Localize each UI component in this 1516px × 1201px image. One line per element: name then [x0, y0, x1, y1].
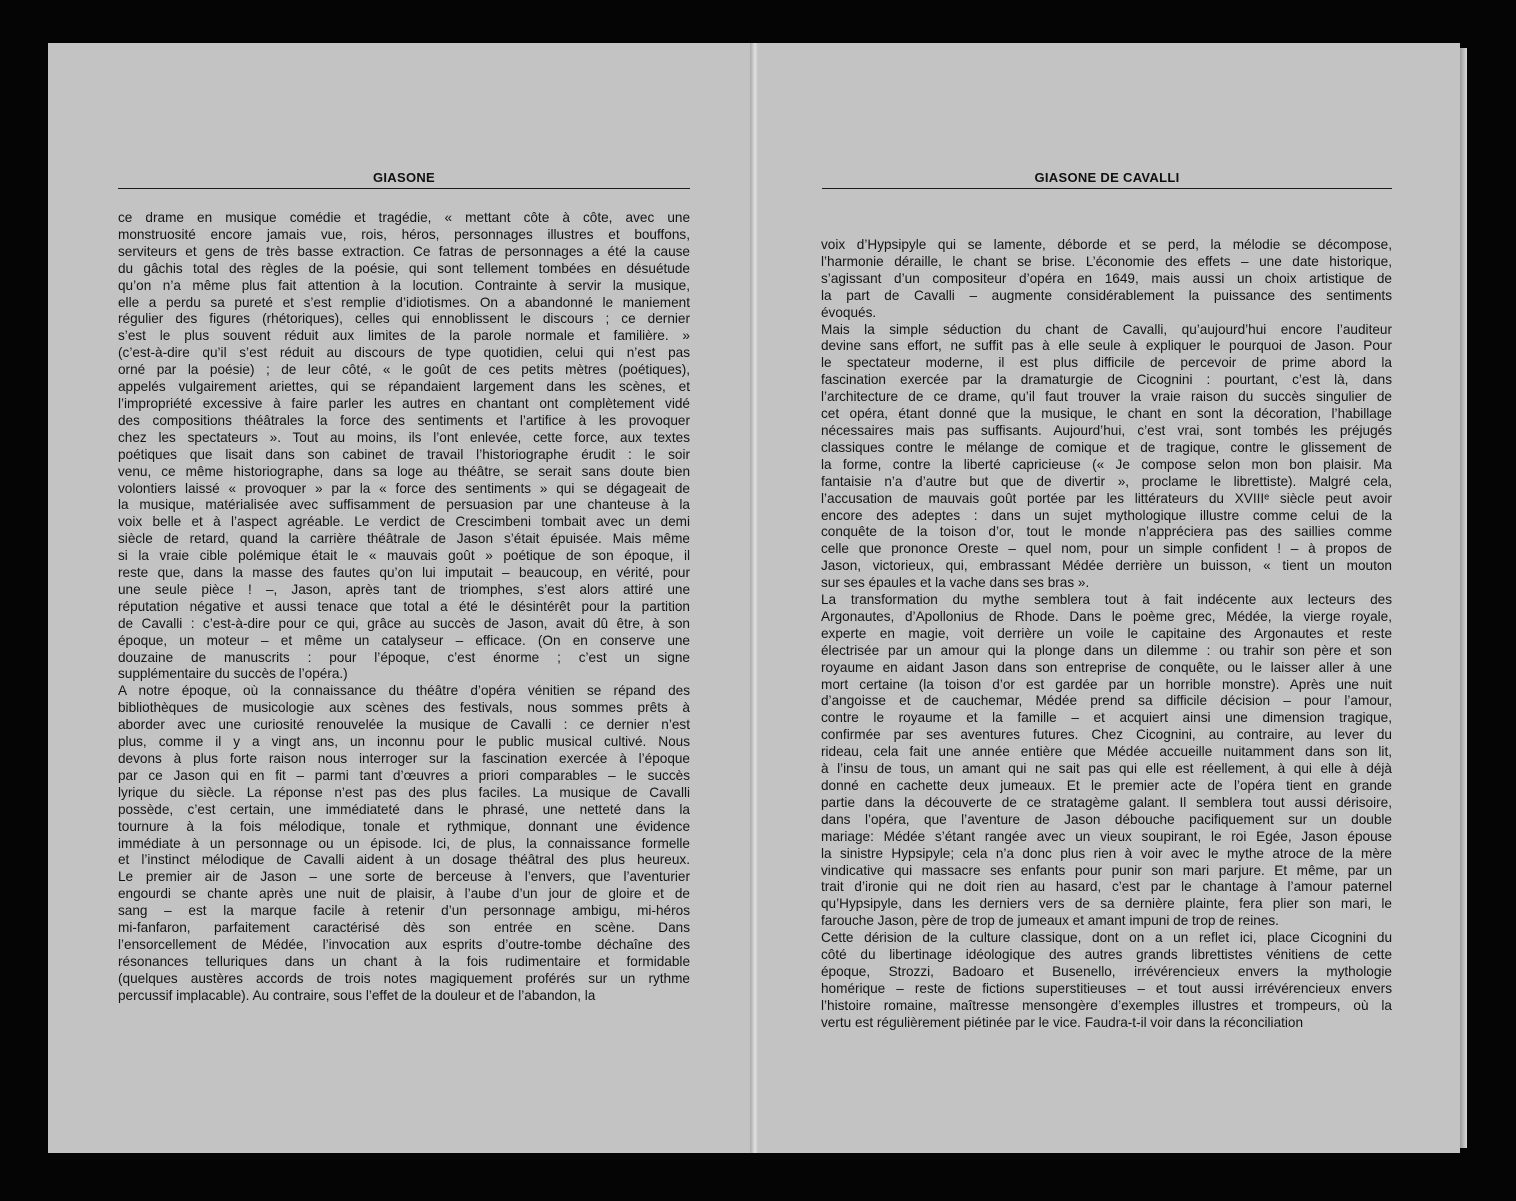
text-line: dans l’opéra, que l’aventure de Jason débouche pacifiquement sur un double	[821, 811, 1392, 827]
text-line: devons à plus forte raison nous interroger sur la fascination exercée à l’époque	[118, 751, 690, 766]
paragraph	[821, 592, 1392, 930]
text-line: possède, c’est certain, une immédiateté dans le phrasé, une netteté dans la	[118, 801, 690, 817]
text-line: qu’on n’a même plus fait attention à la locution. Contrainte à servir la musique,	[118, 277, 690, 293]
text-line: fantaisie n’a d’autre but que de divertir », proclame le librettiste). Malgré cela,	[821, 473, 1392, 489]
text-line: l’harmonie déraille, le chant se brise. L’économie des effets – une date historique,	[821, 253, 1392, 269]
text-line: la musique, matérialisée avec suffisamment de persuasion par une chanteuse à la	[118, 497, 690, 513]
left-page-body	[118, 210, 690, 1005]
text-line: supplémentaire du succès de l’opéra.)	[118, 666, 348, 682]
text-line: ce drame en musique comédie et tragédie, « mettant côte à côte, avec une	[118, 210, 690, 225]
text-line: appelés vulgairement ariettes, qui se répandaient largement dans les scènes, et	[118, 379, 690, 395]
text-line: reste que, dans la masse des fautes qu’on lui imputait – beaucoup, en vérité, pour	[118, 565, 690, 581]
text-line: bibliothèques de musicologie aux scènes des festivals, nous sommes prêts à	[118, 700, 690, 716]
text-line: farouche Jason, père de trop de jumeaux et amant impuni de trop de reines.	[821, 913, 1279, 929]
text-line: devine sans effort, ne suffit pas à elle seule à expliquer le pourquoi de Jason. Pour	[821, 338, 1392, 354]
text-line: mariage: Médée s’étant rangée avec un vieux soupirant, le roi Egée, Jason épouse	[821, 828, 1392, 844]
text-line: chez les spectateurs ». Tout au moins, ils l’ont enlevée, cette force, aux textes	[118, 429, 690, 445]
text-line: venu, ce même historiographe, dans sa loge au théâtre, se serait sans doute bien	[118, 463, 690, 479]
text-line: résonances telluriques dans un chant à la fois rudimentaire et formidable	[118, 953, 690, 969]
text-line: encore des adeptes : dans un sujet mythologique illustre comme celui de la	[821, 507, 1392, 523]
text-line: plus, comme il y a vingt ans, un inconnu pour le public musical cultivé. Nous	[118, 734, 690, 750]
text-line: et l’instinct mélodique de Cavalli aident à un dosage théâtral des plus heureux.	[118, 852, 690, 868]
header-rule-right	[822, 188, 1392, 189]
text-line: régulier des figures (rhétoriques), celles qui ennoblissent le discours ; ce dernier	[118, 311, 690, 327]
text-line: d’angoisse et de cauchemar, Médée prend sa difficile décision – pour l’amour,	[821, 693, 1392, 709]
text-line: évoqués.	[821, 304, 877, 320]
paragraph	[821, 237, 1392, 322]
text-line: volontiers laissé « provoquer » par la « force des sentiments » qui se dégageait de	[118, 480, 690, 496]
text-line: des compositions théâtrales la force des sentiments et l’artifice à les provoquer	[118, 412, 690, 428]
text-line: voix d’Hypsipyle qui se lamente, déborde et se perd, la mélodie se décompose,	[821, 237, 1392, 252]
text-line: électrisée par un amour qui la plonge dans un dilemme : ou trahir son père et son	[821, 642, 1392, 658]
text-line: conquête de la toison d’or, tout le monde n’appréciera pas des saillies comme	[821, 524, 1392, 540]
text-line: côté du libertinage idéologique des autres grands librettistes vénitiens de cette	[821, 947, 1392, 963]
text-line: homérique – reste de fictions superstitieuses – et tout aussi irrévérencieux envers	[821, 980, 1392, 996]
text-line: cet opéra, étant donné que la musique, le chant en sont la décoration, l’habillage	[821, 406, 1392, 422]
text-line: à l’insu de tous, un amant qui ne sait pas qui elle est réellement, à qui elle à déjà	[821, 761, 1392, 777]
text-line: vindicative qui massacre ses enfants pour punir son mari parjure. Et même, par un	[821, 862, 1392, 878]
text-line: douzaine de manuscrits : pour l’époque, c’est énorme ; c’est un signe	[118, 649, 690, 665]
text-line: experte en magie, voit derrière un voile le capitaine des Argonautes et reste	[821, 625, 1392, 641]
text-line: voix belle et à l’aspect agréable. Le verdict de Crescimbeni tombait avec un demi	[118, 514, 690, 530]
text-line: Mais la simple séduction du chant de Cavalli, qu’aujourd’hui encore l’auditeur	[821, 321, 1392, 337]
text-line: réputation négative et aussi tenace que total a été le désintérêt pour la partition	[118, 598, 690, 614]
text-line: sur ses épaules et la vache dans ses bras ».	[821, 575, 1090, 591]
text-line: qu’Hypsipyle, dans les derniers vers de sa dernière plainte, fera plier son mari, le	[821, 896, 1392, 912]
text-line: nécessaires mais pas suffisants. Aujourd’hui, c’est vrai, sont tombés les préjugés	[821, 422, 1392, 438]
text-line: l’architecture de ce drame, qu’il faut trouver la vraie raison du succès singulier de	[821, 389, 1392, 405]
text-line: du gâchis total des règles de la poésie, qui sont tellement tombées en désuétude	[118, 260, 690, 276]
text-line: de Cavalli : c’est-à-dire pour ce qui, grâce au succès de Jason, avait dû être, à son	[118, 615, 690, 631]
text-line: mort certaine (la toison d’or est gardée par un horrible monstre). Après une nuit	[821, 676, 1392, 692]
text-line: trait d’ironie qui ne doit rien au hasard, c’est par le chantage à l’amour paternel	[821, 879, 1392, 895]
paragraph	[821, 322, 1392, 593]
paragraph	[118, 210, 690, 683]
text-line: une seule pièce ! –, Jason, après tant de triomphes, s’est alors attiré une	[118, 581, 690, 597]
text-line: sang – est la marque facile à retenir d’un personnage ambigu, mi-héros	[118, 903, 690, 919]
text-line: aborder avec une curiosité renouvelée la musique de Cavalli : ce dernier n’est	[118, 717, 690, 733]
header-rule-left	[118, 188, 690, 189]
text-line: celle que prononce Oreste – quel nom, pour un simple confident ! – à propos de	[821, 541, 1392, 557]
text-line: la forme, contre la liberté capricieuse (« Je compose selon mon bon plaisir. Ma	[821, 456, 1392, 472]
text-line: le spectateur moderne, il est plus difficile de percevoir de prime abord la	[821, 355, 1392, 371]
text-line: l’histoire romaine, maîtresse mensongère d’exemples illustres et trompeurs, où la	[821, 997, 1392, 1013]
text-line: percussif implacable). Au contraire, sous l’effet de la douleur et de l’abandon, la	[118, 987, 596, 1003]
text-line: Jason, victorieux, qui, embrassant Médée derrière un buisson, « tient un mouton	[821, 558, 1392, 574]
text-line: Cette dérision de la culture classique, dont on a un reflet ici, place Cicognini du	[821, 930, 1392, 946]
running-header-left: GIASONE	[372, 170, 436, 185]
text-line: poétiques que lisait dans son cabinet de travail l’historiographe érudit : le soir	[118, 446, 690, 462]
text-line: vertu est régulièrement piétinée par le vice. Faudra-t-il voir dans la réconciliation	[821, 1014, 1304, 1030]
text-line: lyrique du siècle. La réponse n’est pas des plus faciles. La musique de Cavalli	[118, 784, 690, 800]
text-line: immédiate à un personnage ou un épisode. Ici, de plus, la connaissance formelle	[118, 835, 690, 851]
text-line: la part de Cavalli – augmente considérablement la puissance des sentiments	[821, 287, 1392, 303]
text-line: Argonautes, d’Apollonius de Rhode. Dans le poème grec, Médée, la vierge royale,	[821, 608, 1392, 624]
text-line: (c’est-à-dire qu’il s’est réduit au discours de type quotidien, celui qui n’est pas	[118, 345, 690, 361]
text-line: A notre époque, où la connaissance du théâtre d’opéra vénitien se répand des	[118, 683, 690, 699]
text-line: elle a perdu sa pureté et s’est remplie d’idiotismes. On a abandonné le maniement	[118, 294, 690, 310]
text-line: contre le royaume et la famille – et acquiert ainsi une dimension tragique,	[821, 710, 1392, 726]
text-line: partie dans la découverte de ce stratagème galant. Il semblera tout aussi dérisoire,	[821, 794, 1392, 810]
text-line: siècle de retard, quand la carrière théâtrale de Jason s’était épuisée. Mais même	[118, 531, 690, 547]
text-line: donné en cachette deux jumeaux. Et le premier acte de l’opéra tient en grande	[821, 778, 1392, 793]
text-line: époque, Strozzi, Badoaro et Busenello, irrévérencieux envers la mythologie	[821, 963, 1392, 979]
right-page-body	[821, 237, 1392, 1032]
page-edge	[1460, 48, 1467, 1148]
text-line: (quelques austères accords de trois notes magiquement proférés sur un rythme	[118, 970, 690, 986]
text-line: La transformation du mythe semblera tout à fait indécente aux lecteurs des	[821, 592, 1392, 608]
text-line: l’accusation de mauvais goût portée par les littérateurs du XVIIIᵉ siècle peut avoir	[821, 490, 1392, 506]
text-line: tournure à la fois mélodique, tonale et rythmique, donnant une évidence	[118, 818, 690, 834]
text-line: s’est le plus souvent réduit aux limites de la parole normale et familière. »	[118, 328, 690, 344]
paragraph	[821, 930, 1392, 1031]
text-line: engourdi se chante après une nuit de plaisir, à l’aube d’un jour de gloire et de	[118, 886, 690, 902]
text-line: orné par la poésie) ; de leur côté, « le goût de ces petits mètres (poétiques),	[118, 362, 690, 378]
text-line: monstruosité encore jamais vue, rois, héros, personnages illustres et bouffons,	[118, 226, 690, 242]
text-line: l’impropriété excessive à faire parler les autres en chantant ont complètement vidé	[118, 395, 690, 411]
text-line: par ce Jason qui en fit – parmi tant d’œuvres a priori comparables – le succès	[118, 767, 690, 783]
text-line: mi-fanfaron, parfaitement caractérisé dès son entrée en scène. Dans	[118, 920, 690, 936]
text-line: royaume en aidant Jason dans son entreprise de conquête, ou le laisser aller à une	[821, 659, 1392, 675]
text-line: rideau, cela fait une année entière que Médée accueille nuitamment dans son lit,	[821, 744, 1392, 760]
text-line: époque, un moteur – et même un catalyseur – efficace. (On en conserve une	[118, 632, 690, 648]
text-line: confirmée par ses aventures futures. Chez Cicognini, au contraire, au lever du	[821, 727, 1392, 743]
text-line: fascination exercée par la dramaturgie de Cicognini : pourtant, c’est là, dans	[821, 372, 1392, 388]
paragraph	[118, 683, 690, 1004]
text-line: la sinistre Hypsipyle; cela n’a donc plus rien à voir avec le mythe atroce de la mère	[821, 845, 1392, 861]
text-line: l’ensorcellement de Médée, l’invocation aux esprits d’outre-tombe déchaîne des	[118, 936, 690, 952]
text-line: classiques contre le mélange de comique et de tragique, contre le glissement de	[821, 439, 1392, 455]
text-line: s’agissant d’un compositeur d’opéra en 1649, mais aussi un choix artistique de	[821, 270, 1392, 286]
text-line: Le premier air de Jason – une sorte de berceuse à l’envers, que l’aventurier	[118, 869, 690, 885]
text-line: serviteurs et gens de très basse extraction. Ce fatras de personnages a été la cause	[118, 243, 690, 259]
text-line: si la vraie cible polémique était le « mauvais goût » poétique de son époque, il	[118, 548, 690, 564]
running-header-right: GIASONE DE CAVALLI	[1034, 170, 1180, 185]
